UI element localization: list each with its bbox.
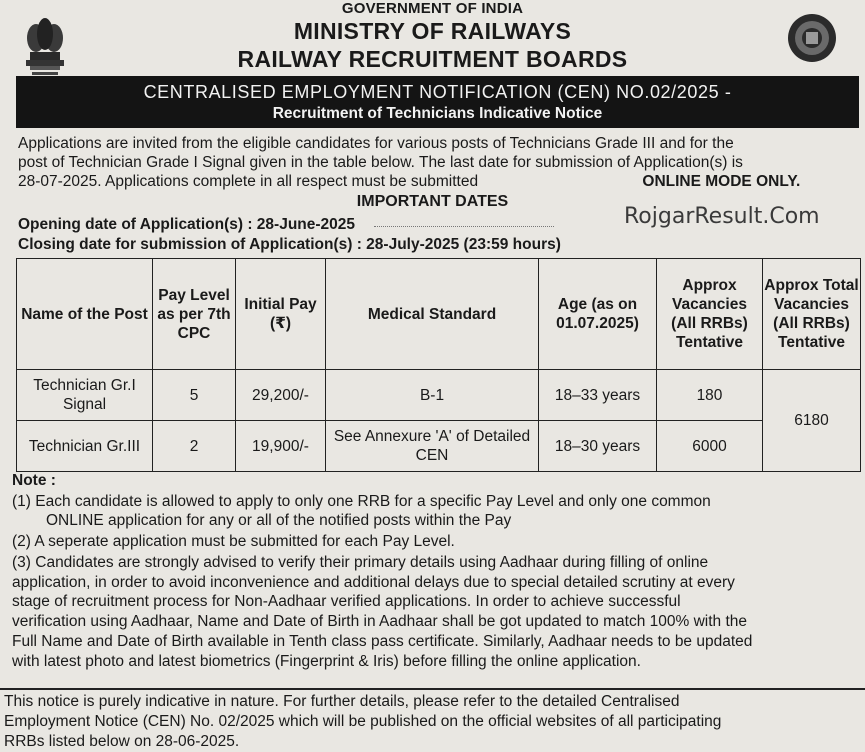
table-header-row [17, 259, 861, 370]
cen-subtitle: Recruitment of Technicians Indicative Notice [272, 105, 603, 122]
col-initial-pay: Initial Pay (₹) [236, 259, 326, 370]
important-dates-heading: IMPORTANT DATES [356, 193, 509, 210]
vacancy-table [16, 258, 861, 472]
cell-vacancies: 6000 [657, 421, 763, 472]
online-mode-text: ONLINE MODE ONLY. [642, 173, 801, 190]
cell-medical: See Annexure 'A' of Detailed CEN [326, 421, 539, 472]
closing-date: Closing date for submission of Application(s) : 28-July-2025 (23:59 hours) [18, 236, 561, 253]
col-post: Name of the Post [17, 259, 153, 370]
note-3-line-6: with latest photo and latest biometrics (Fingerprint & Iris) before filling the online application. [12, 653, 641, 670]
table-row [17, 421, 861, 472]
cen-banner [16, 76, 859, 128]
cell-pay-level: 5 [153, 370, 236, 421]
col-medical: Medical Standard [326, 259, 539, 370]
intro-line-3 [18, 172, 800, 191]
cell-post: Technician Gr.III [17, 421, 153, 472]
intro-line-2: post of Technician Grade I Signal given in the table below. The last date for submission of Application(s) is [18, 154, 743, 171]
cell-total-vacancies: 6180 [763, 370, 861, 472]
cell-vacancies: 180 [657, 370, 763, 421]
col-pay-level: Pay Level as per 7th CPC [153, 259, 236, 370]
notes-heading: Note : [12, 472, 56, 489]
footer-line-1: This notice is purely indicative in nature. For further details, please refer to the detailed Centralised [4, 693, 680, 710]
col-vacancies: Approx Vacancies (All RRBs) Tentative [657, 259, 763, 370]
cell-age: 18–33 years [539, 370, 657, 421]
cen-number: CENTRALISED EMPLOYMENT NOTIFICATION (CEN) NO.02/2025 - [143, 82, 732, 102]
government-title: GOVERNMENT OF INDIA [341, 0, 524, 17]
col-age: Age (as on 01.07.2025) [539, 259, 657, 370]
intro-line-3-text: 28-07-2025. Applications complete in all respect must be submitted [18, 173, 483, 190]
footer-line-2: Employment Notice (CEN) No. 02/2025 which will be published on the official websites of all participating [4, 713, 722, 730]
note-1-line-2: ONLINE application for any or all of the notified posts within the Pay [46, 512, 512, 529]
footer-line-3: RRBs listed below on 28-06-2025. [4, 733, 240, 750]
note-3-line-3: stage of recruitment process for Non-Aadhaar verified applications. In order to achieve successful [12, 593, 681, 610]
note-2: (2) A seperate application must be submitted for each Pay Level. [12, 533, 455, 550]
opening-date: Opening date of Application(s) : 28-June-2025 [18, 216, 356, 233]
ministry-title: MINISTRY OF RAILWAYS [293, 18, 572, 44]
site-watermark: RojgarResult.Com [624, 204, 820, 229]
cell-initial-pay: 19,900/- [236, 421, 326, 472]
col-total-vacancies: Approx Total Vacancies (All RRBs) Tentative [763, 259, 861, 370]
cell-pay-level: 2 [153, 421, 236, 472]
cell-initial-pay: 29,200/- [236, 370, 326, 421]
cell-medical: B-1 [326, 370, 539, 421]
cell-age: 18–30 years [539, 421, 657, 472]
intro-line-1: Applications are invited from the eligible candidates for various posts of Technicians Grade III and for the [18, 135, 734, 152]
note-3-line-5: Full Name and Date of Birth available in Tenth class pass certificate. Similarly, Aadhaar needs to be updated [12, 633, 753, 650]
cell-post: Technician Gr.I Signal [17, 370, 153, 421]
table-row [17, 370, 861, 421]
note-1-line-1: (1) Each candidate is allowed to apply to only one RRB for a specific Pay Level and only one common [12, 493, 711, 510]
note-3-line-2: application, in order to avoid inconvenience and additional delays due to special detailed scrutiny at every [12, 574, 735, 591]
note-3-line-1: (3) Candidates are strongly advised to verify their primary details using Aadhaar during filling of online [12, 554, 709, 571]
boards-title: RAILWAY RECRUITMENT BOARDS [237, 46, 628, 72]
footer-divider [0, 688, 865, 690]
note-3-line-4: verification using Aadhaar, Name and Date of Birth in Aadhaar shall be got updated to match 100% with the [12, 613, 747, 630]
dotted-divider [374, 226, 554, 227]
